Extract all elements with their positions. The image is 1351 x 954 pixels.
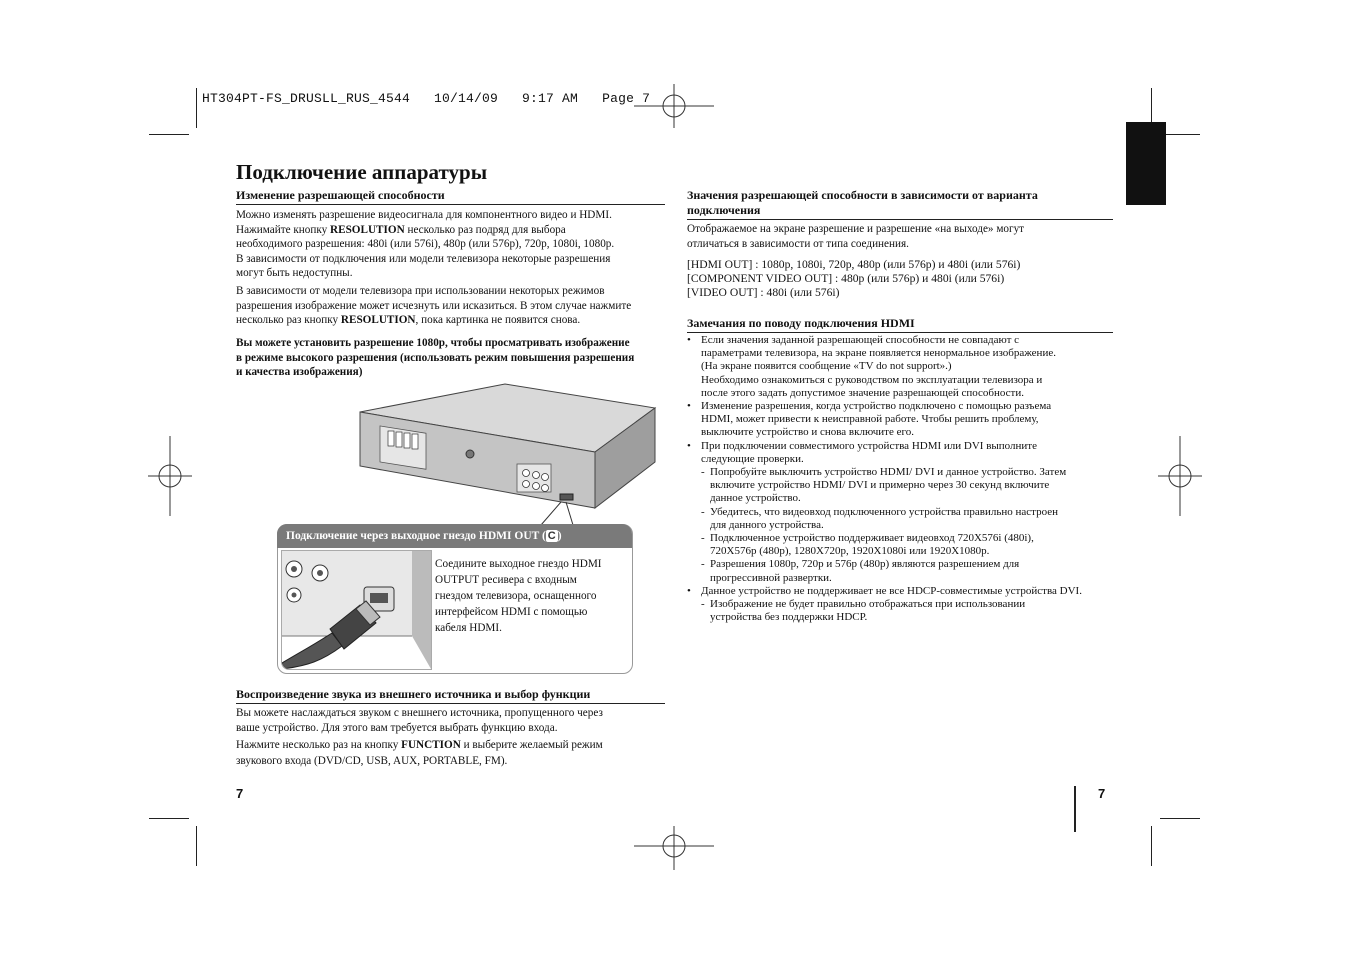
resolution-heading: Изменение разрешающей способности bbox=[236, 188, 665, 205]
list-item: • Данное устройство не поддерживает не все HDCP-совместимые устройства DVI. bbox=[687, 585, 1082, 598]
resolution-paragraph-2: В зависимости от модели телевизора при использовании некоторых режимов разрешения изображение может исчезнуть или исказиться. В этом случае нажмите несколько раз кнопку RESOLUTION, пока картинка не появится снова. bbox=[236, 285, 632, 326]
registration-mark-icon bbox=[634, 826, 714, 870]
crop-mark bbox=[149, 818, 189, 819]
label-c-badge: C bbox=[547, 530, 556, 542]
resolution-values-heading: Значения разрешающей способности в зависимости от варианта подключения bbox=[687, 188, 1113, 220]
resolution-note-1080p: Вы можете установить разрешение 1080p, чтобы просматривать изображение в режиме высокого разрешения (использовать режим повышения разрешения и качества изображения) bbox=[236, 337, 635, 378]
hdmi-cable-illustration bbox=[281, 550, 432, 670]
section-tab bbox=[1126, 122, 1166, 205]
registration-mark-icon bbox=[148, 436, 192, 516]
hdmi-connection-title: Подключение через выходное гнездо HDMI OUT ( C ) bbox=[277, 524, 632, 548]
list-item: • При подключении совместимого устройства HDMI или DVI выполните следующие проверки. bbox=[687, 440, 1082, 466]
list-item: • Если значения заданной разрешающей способности не совпадают с параметрами телевизора, на экране появляется ненормальное изображение. (На экране появится сообщение «TV do not support».) Необходимо ознакомиться с руководством по эксплуатации телевизора и после этого задать допустимое значение разрешающей способности. bbox=[687, 334, 1082, 400]
list-item: - Попробуйте выключить устройство HDMI/ DVI и данное устройство. Затем включите устройство HDMI/ DVI и примерно через 30 секунд включите данное устройство. bbox=[687, 466, 1082, 506]
page-number-right: 7 bbox=[1098, 786, 1106, 801]
registration-mark-icon bbox=[1158, 436, 1202, 516]
receiver-rear-panel-illustration bbox=[355, 380, 660, 530]
list-item: • Изменение разрешения, когда устройство подключено с помощью разъема HDMI, может привести к неисправной работе. Чтобы решить проблему, выключите устройство и снова включите его. bbox=[687, 400, 1082, 440]
resolution-paragraph-1: Можно изменять разрешение видеосигнала для компонентного видео и HDMI. Нажимайте кнопку RESOLUTION несколько раз подряд для выбора необходимого разрешения: 480i (или 576i), 480p (или 576p), 720p, 1080i, 1080p. В зависимости от подключения или модели телевизора некоторые разрешения могут быть недоступны. bbox=[236, 209, 615, 279]
crop-mark bbox=[1160, 818, 1200, 819]
crop-mark bbox=[1151, 826, 1152, 866]
list-item: - Изображение не будет правильно отображаться при использовании устройства без поддержки HDCP. bbox=[687, 598, 1082, 624]
page-number-left: 7 bbox=[236, 786, 244, 801]
resolution-values-list: [HDMI OUT] : 1080p, 1080i, 720p, 480p (или 576p) и 480i (или 576i) [COMPONENT VIDEO OUT] : 480p (или 576p) и 480i (или 576i) [VIDEO OUT] : 480i (или 576i) bbox=[687, 258, 1021, 299]
print-header: HT304PT-FS_DRUSLL_RUS_4544 10/14/09 9:17 AM Page 7 bbox=[202, 91, 651, 106]
list-item: - Разрешения 1080p, 720p и 576p (480p) являются разрешением для прогрессивной развертки. bbox=[687, 558, 1082, 584]
function-paragraph: Вы можете наслаждаться звуком с внешнего источника, пропущенного через ваше устройство. Для этого вам требуется выбрать функцию входа. Нажмите несколько раз на кнопку FUNCTION и выберите желаемый режим звукового входа (DVD/CD, USB, AUX, PORTABLE, FM). bbox=[236, 707, 603, 767]
list-item: - Убедитесь, что видеовход подключенного устройства правильно настроен для данного устройства. bbox=[687, 506, 1082, 532]
resolution-values-intro: Отображаемое на экране разрешение и разрешение «на выходе» могут отличаться в зависимости от типа соединения. bbox=[687, 223, 1025, 250]
function-heading: Воспроизведение звука из внешнего источника и выбор функции bbox=[236, 687, 665, 704]
crop-mark bbox=[149, 134, 189, 135]
crop-mark bbox=[196, 826, 197, 866]
crop-mark bbox=[196, 88, 197, 128]
crop-mark bbox=[1160, 134, 1200, 135]
page-title: Подключение аппаратуры bbox=[236, 160, 488, 184]
hdmi-notes-heading: Замечания по поводу подключения HDMI bbox=[687, 316, 1113, 333]
list-item: - Подключенное устройство поддерживает видеовход 720X576i (480i), 720X576p (480p), 1280X720p, 1920X1080i или 1920X1080p. bbox=[687, 532, 1082, 558]
hdmi-connection-text: Соедините выходное гнездо HDMI OUTPUT ресивера с входным гнездом телевизора, оснащенного интерфейсом HDMI с помощью кабеля HDMI. bbox=[435, 558, 602, 634]
registration-mark-icon bbox=[634, 84, 714, 128]
hdmi-notes-list bbox=[687, 334, 1082, 624]
page-divider bbox=[1074, 786, 1076, 832]
